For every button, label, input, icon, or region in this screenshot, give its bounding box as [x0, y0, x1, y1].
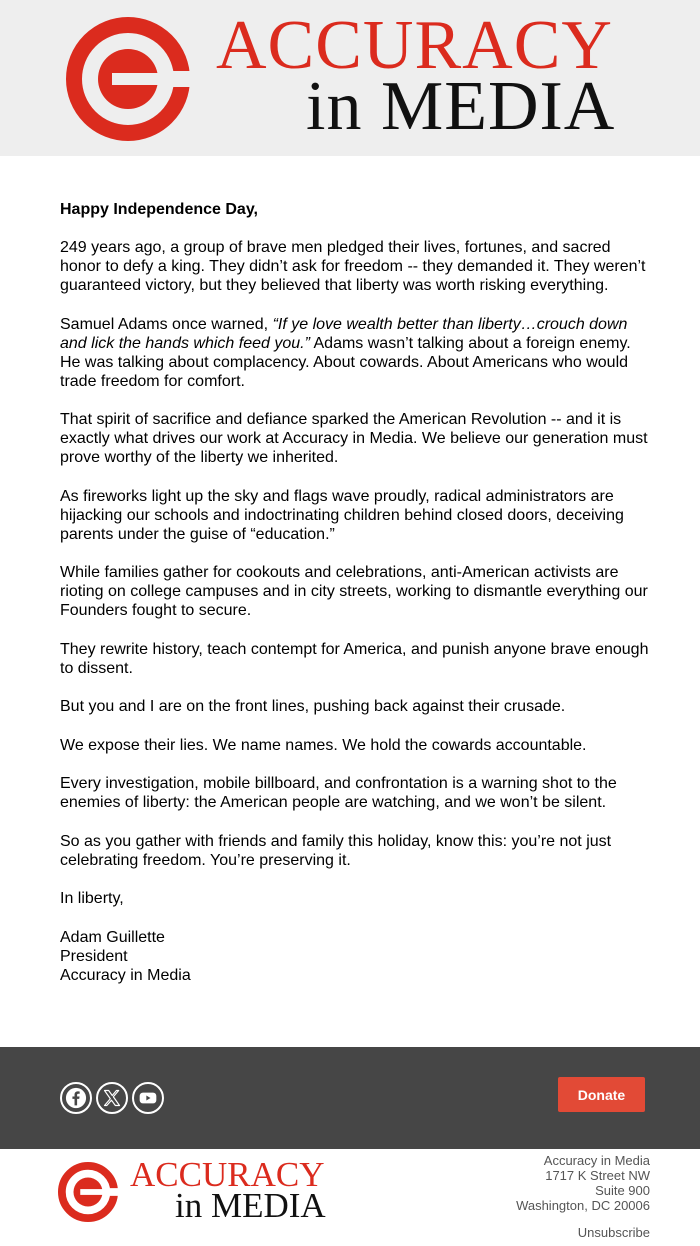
- brand-line-accuracy: ACCURACY: [216, 7, 613, 84]
- footer-brand-media: in MEDIA: [175, 1186, 326, 1225]
- facebook-icon[interactable]: [60, 1082, 92, 1114]
- paragraph: As fireworks light up the sky and flags wave proudly, radical administrators are hijacking our schools and indoctrinating children behind closed doors, deceiving parents under the guise of “education.”: [60, 487, 624, 543]
- paragraph: 249 years ago, a group of brave men pledged their lives, fortunes, and sacred honor to defy a king. They didn’t ask for freedom -- they demanded it. They weren’t guaranteed victory, but they believed that liberty was worth risking everything.: [60, 239, 646, 294]
- paragraph-adams-quote: [60, 315, 650, 391]
- paragraph: We expose their lies. We name names. We hold the cowards accountable.: [60, 736, 587, 754]
- quote-rest: Adams wasn’t talking about a foreign enemy. He was talking about complacency. About cowards. About Americans who would trade freedom for comfort.: [60, 334, 631, 390]
- youtube-icon[interactable]: [132, 1082, 164, 1114]
- address-street: 1717 K Street NW: [545, 1168, 650, 1183]
- quote-intro: Samuel Adams once warned,: [60, 315, 273, 333]
- paragraph: Every investigation, mobile billboard, and confrontation is a warning shot to the enemies of liberty: the American people are watching, and we won’t be silent.: [60, 775, 617, 811]
- logo-mark-icon: [66, 17, 190, 141]
- header-banner: [0, 0, 700, 156]
- address-org: Accuracy in Media: [543, 1153, 650, 1168]
- x-icon[interactable]: [96, 1082, 128, 1114]
- letter-body: [60, 200, 650, 1004]
- brand-line-media: in MEDIA: [306, 68, 616, 145]
- paragraph: So as you gather with friends and family this holiday, know this: you’re not just celebrating freedom. You’re preserving it.: [60, 832, 612, 869]
- paragraph: They rewrite history, teach contempt for America, and punish anyone brave enough to dissent.: [60, 640, 649, 677]
- footer-logo-mark-icon: [58, 1162, 118, 1222]
- adams-quote: “If ye love wealth better than liberty…crouch down and lick the hands which feed you.”: [60, 315, 628, 352]
- address-suite: Suite 900: [595, 1183, 650, 1198]
- signature-title: President: [60, 947, 128, 965]
- signature-name: Adam Guillette: [60, 928, 165, 946]
- greeting: Happy Independence Day,: [60, 201, 258, 218]
- unsubscribe-link[interactable]: Unsubscribe: [577, 1225, 650, 1240]
- signature-block: [60, 928, 650, 985]
- address-city: Washington, DC 20006: [516, 1198, 650, 1213]
- paragraph: That spirit of sacrifice and defiance sparked the American Revolution -- and it is exactly what drives our work at Accuracy in Media. We believe our generation must prove worthy of the liberty we inherited.: [60, 411, 648, 466]
- donate-button[interactable]: Donate: [558, 1077, 645, 1112]
- footer-brand-accuracy: ACCURACY: [130, 1155, 325, 1194]
- paragraph: But you and I are on the front lines, pushing back against their crusade.: [60, 698, 566, 715]
- closing: In liberty,: [60, 890, 124, 907]
- paragraph: While families gather for cookouts and celebrations, anti-American activists are rioting on college campuses and in city streets, working to dismantle everything our Founders fought to secure.: [60, 564, 648, 619]
- signature-org: Accuracy in Media: [60, 966, 191, 984]
- footer-address: [516, 1153, 650, 1213]
